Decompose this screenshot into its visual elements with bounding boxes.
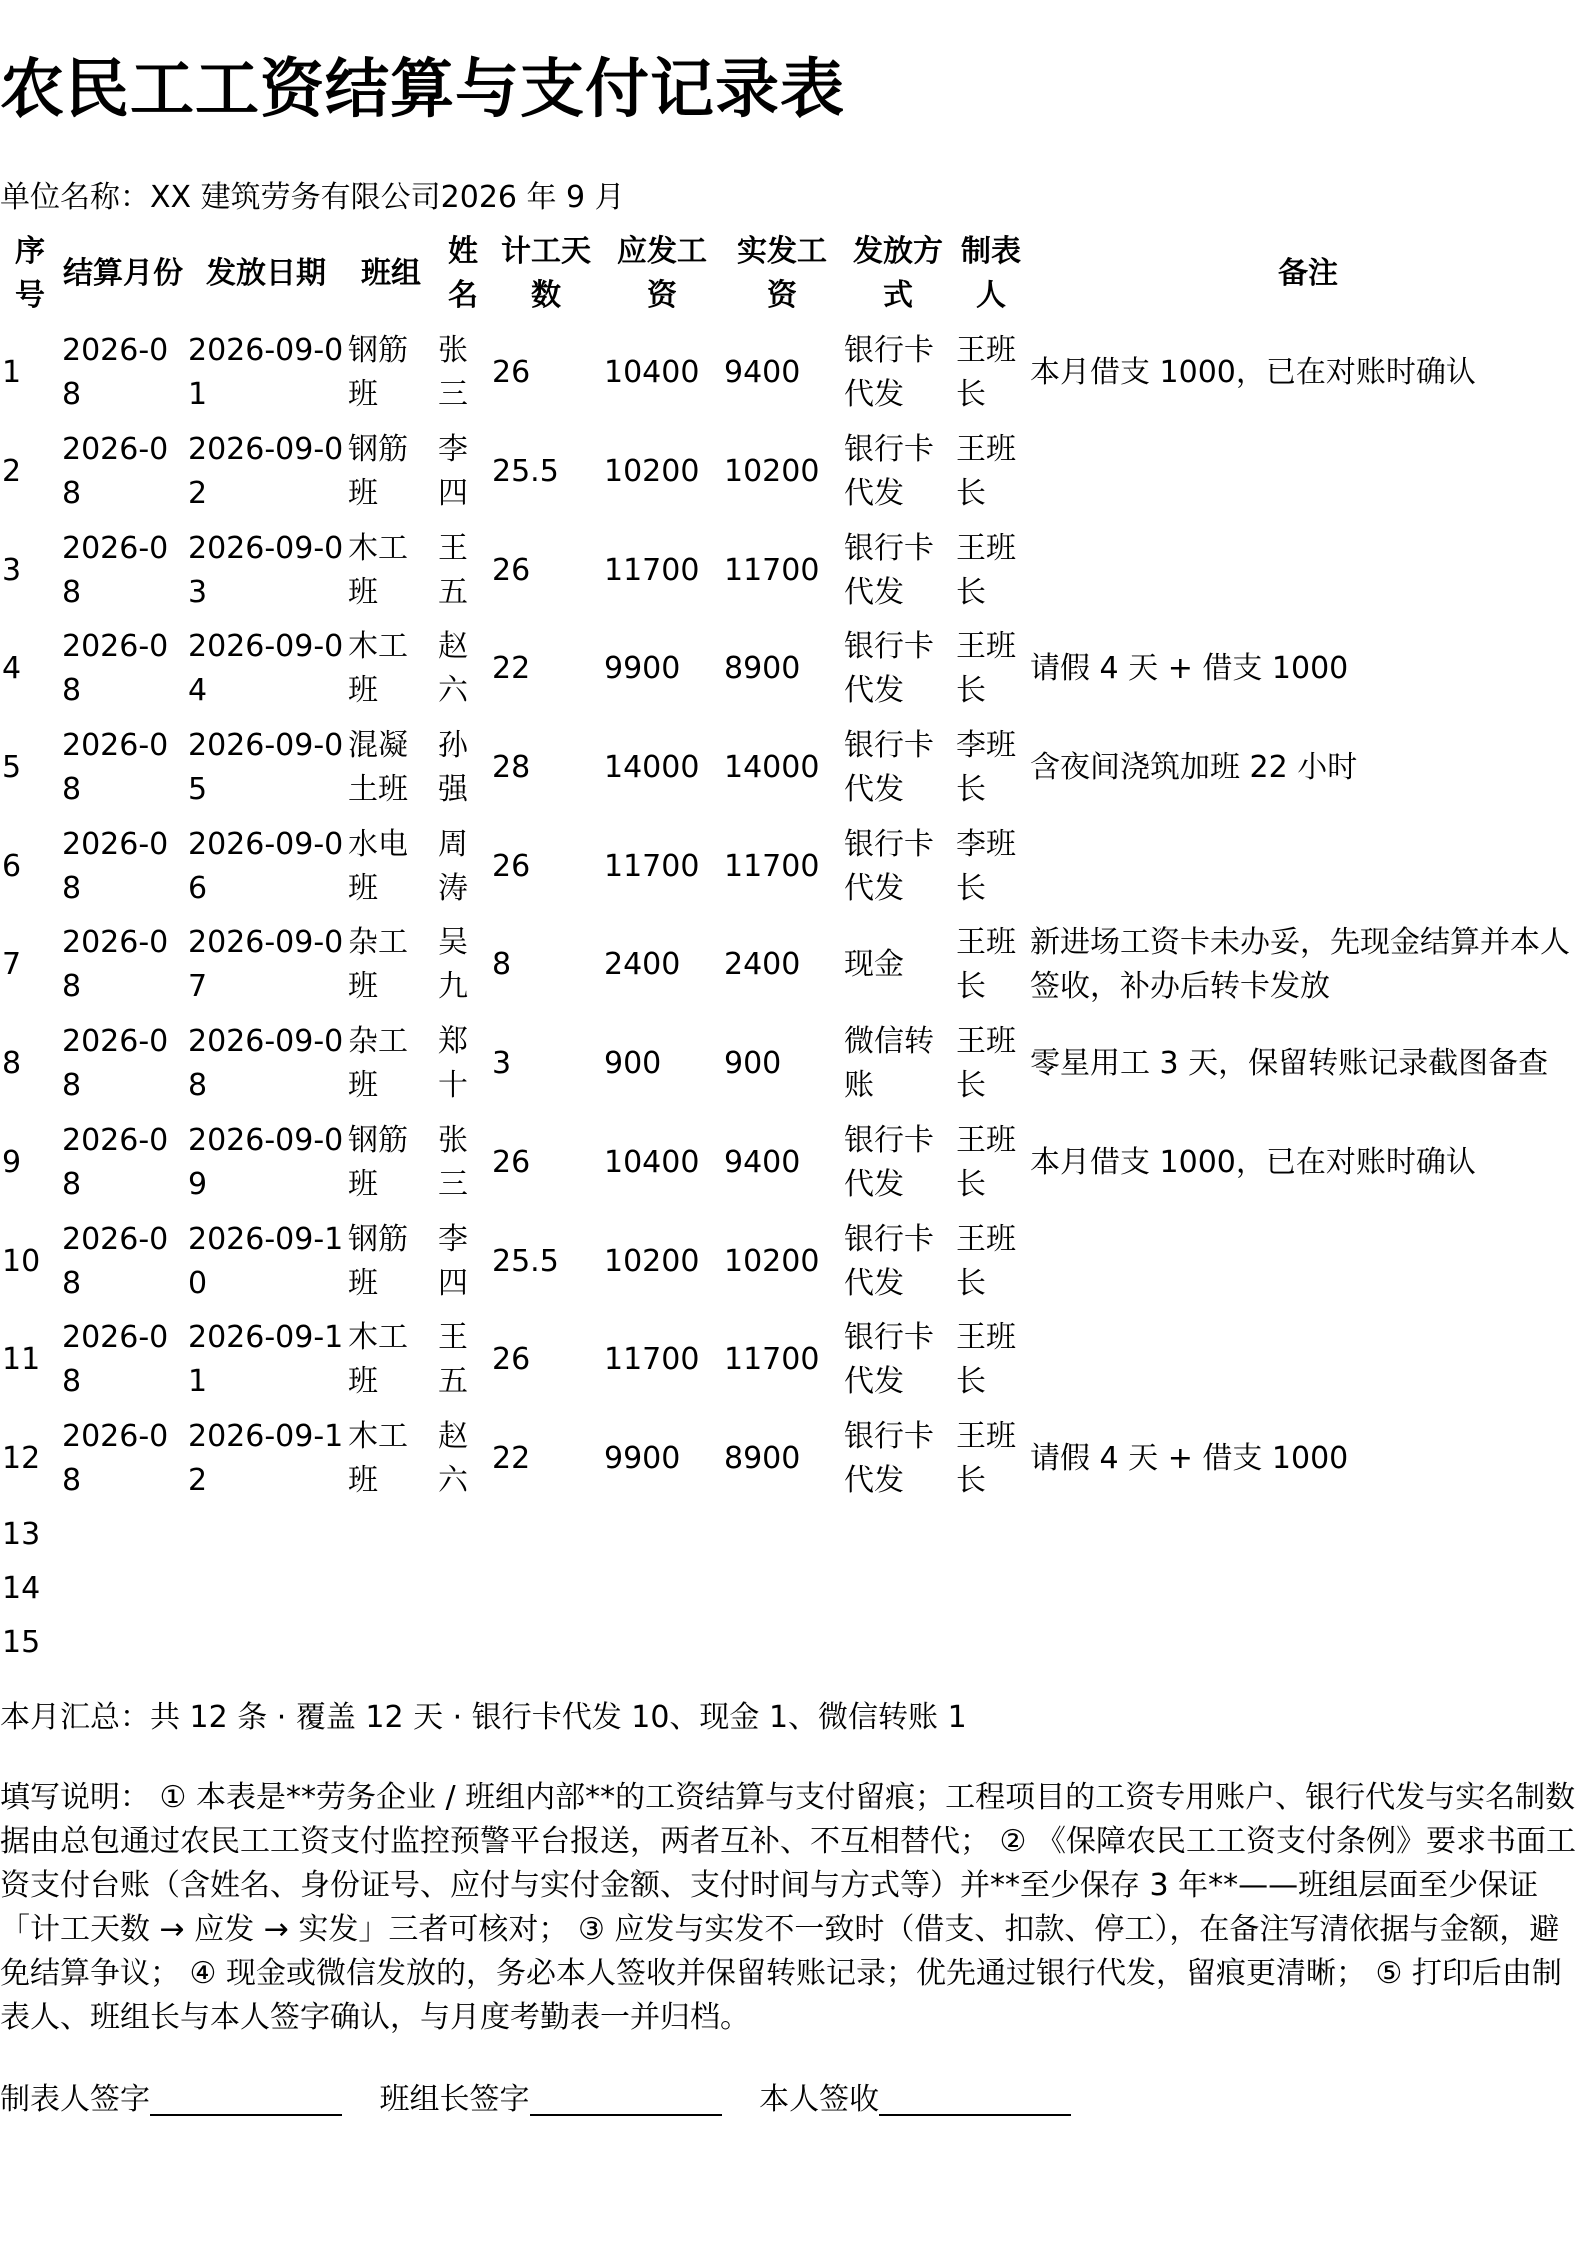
cell-gross-pay: 14000 (604, 750, 700, 786)
cell-remark[interactable] (1028, 1562, 1588, 1616)
cell-pay-date: 2026-09-10 (188, 1221, 344, 1301)
cell-remark: 本月借支 1000，已在对账时确认 (1030, 1144, 1476, 1180)
table-row-empty (0, 1562, 1588, 1616)
cell-settle-month[interactable] (60, 1508, 186, 1562)
cell-pay-method: 微信转账 (844, 1024, 934, 1104)
header-cell: 班组 (361, 256, 421, 291)
cell-team: 木工班 (348, 1320, 408, 1400)
cell-settle-month: 2026-08 (62, 728, 169, 808)
cell-work-days: 8 (492, 947, 512, 983)
header-cell: 实发工资 (737, 234, 827, 313)
cell-preparer[interactable] (954, 1508, 1028, 1562)
cell-seq: 5 (2, 750, 22, 786)
cell-name: 张三 (438, 333, 468, 413)
cell-pay-date: 2026-09-07 (188, 925, 344, 1005)
cell-gross-pay: 11700 (604, 1342, 700, 1378)
cell-pay-method[interactable] (842, 1508, 954, 1562)
cell-name: 周涛 (438, 826, 468, 906)
cell-name: 王五 (438, 1320, 468, 1400)
cell-net-pay[interactable] (722, 1616, 842, 1670)
cell-gross-pay: 9900 (604, 651, 681, 687)
cell-work-days: 22 (492, 1440, 531, 1476)
cell-name: 李四 (438, 432, 468, 512)
cell-work-days: 22 (492, 651, 531, 687)
cell-work-days: 26 (492, 552, 531, 588)
cell-preparer: 王班长 (956, 333, 1016, 413)
cell-work-days[interactable] (490, 1562, 602, 1616)
cell-preparer: 李班长 (956, 826, 1016, 906)
cell-gross-pay: 10200 (604, 1243, 700, 1279)
cell-preparer: 王班长 (956, 925, 1016, 1005)
cell-pay-method: 银行卡代发 (844, 728, 934, 808)
cell-work-days: 26 (492, 1342, 531, 1378)
cell-net-pay: 9400 (724, 1144, 801, 1180)
cell-preparer[interactable] (954, 1562, 1028, 1616)
cell-gross-pay: 9900 (604, 1440, 681, 1476)
cell-pay-date: 2026-09-04 (188, 629, 344, 709)
cell-settle-month: 2026-08 (62, 925, 169, 1005)
cell-seq: 10 (2, 1243, 41, 1279)
filling-instructions: 填写说明： ① 本表是**劳务企业 / 班组内部**的工资结算与支付留痕；工程项目的工资专用账户、银行代发与实名制数据由总包通过农民工工资支付监控预警平台报送，两者互补、不互相替代； ② 《保障农民工工资支付条例》要求书面工资支付台账（含姓名、身份证号、应付与实付金额、支付时间与方式等）并**至少保存 3 年**——班组层面至少保证「计工天数 → 应发 → 实发」三者可核对； ③ 应发与实发不一致时（借支、扣款、停工），在备注写清依据与金额，避免结算争议； ④ 现金或微信发放的，务必本人签收并保留转账记录；优先通过银行代发，留痕更清晰； ⑤ 打印后由制表人、班组长与本人签字确认，与月度考勤表一并归档。 (0, 1780, 1576, 2035)
cell-settle-month: 2026-08 (62, 1024, 169, 1104)
cell-remark (1028, 521, 1588, 620)
cell-settle-month[interactable] (60, 1616, 186, 1670)
cell-pay-method[interactable] (842, 1616, 954, 1670)
cell-settle-month: 2026-08 (62, 826, 169, 906)
header-cell: 发放方式 (853, 234, 943, 313)
cell-remark: 含夜间浇筑加班 22 小时 (1030, 750, 1358, 786)
preparer-signature-label: 制表人签字 (0, 2082, 150, 2117)
cell-gross-pay[interactable] (602, 1616, 722, 1670)
cell-pay-date: 2026-09-03 (188, 530, 344, 610)
table-row (0, 719, 1588, 818)
cell-pay-date: 2026-09-02 (188, 432, 344, 512)
cell-settle-month: 2026-08 (62, 1418, 169, 1498)
cell-team[interactable] (346, 1562, 436, 1616)
table-row (0, 916, 1588, 1015)
cell-pay-method: 银行卡代发 (844, 530, 934, 610)
cell-net-pay: 11700 (724, 552, 820, 588)
page-title: 农民工工资结算与支付记录表 (0, 53, 845, 127)
cell-name[interactable] (436, 1616, 490, 1670)
cell-seq: 13 (2, 1517, 41, 1553)
cell-name: 郑十 (438, 1024, 468, 1104)
cell-remark (1028, 1212, 1588, 1311)
cell-settle-month: 2026-08 (62, 1122, 169, 1202)
table-row (0, 1212, 1588, 1311)
cell-work-days: 26 (492, 1144, 531, 1180)
cell-team: 钢筋班 (348, 1221, 408, 1301)
table-row (0, 1311, 1588, 1410)
table-row (0, 1114, 1588, 1213)
cell-preparer: 王班长 (956, 530, 1016, 610)
cell-pay-date: 2026-09-06 (188, 826, 344, 906)
cell-net-pay: 9400 (724, 355, 801, 391)
recipient-signature (759, 2078, 1071, 2122)
cell-pay-date[interactable] (186, 1562, 346, 1616)
table-row (0, 521, 1588, 620)
cell-preparer: 王班长 (956, 1221, 1016, 1301)
header-cell: 制表人 (961, 234, 1021, 313)
cell-name: 王五 (438, 530, 468, 610)
cell-preparer: 王班长 (956, 629, 1016, 709)
cell-net-pay: 2400 (724, 947, 801, 983)
cell-net-pay: 900 (724, 1046, 782, 1082)
cell-net-pay: 14000 (724, 750, 820, 786)
cell-work-days: 3 (492, 1046, 512, 1082)
cell-pay-method: 银行卡代发 (844, 1418, 934, 1498)
cell-work-days: 25.5 (492, 454, 559, 490)
header-cell: 应发工资 (617, 234, 707, 313)
cell-gross-pay: 11700 (604, 848, 700, 884)
cell-preparer: 王班长 (956, 1418, 1016, 1498)
cell-team: 木工班 (348, 629, 408, 709)
cell-net-pay: 10200 (724, 1243, 820, 1279)
cell-net-pay: 8900 (724, 651, 801, 687)
header-cell: 序号 (15, 234, 45, 313)
cell-settle-month: 2026-08 (62, 1221, 169, 1301)
table-row (0, 1410, 1588, 1509)
cell-preparer: 王班长 (956, 432, 1016, 512)
cell-pay-date: 2026-09-12 (188, 1418, 344, 1498)
table-header-row (0, 224, 1588, 324)
cell-pay-date[interactable] (186, 1508, 346, 1562)
cell-remark: 零星用工 3 天，保留转账记录截图备查 (1030, 1046, 1549, 1082)
cell-pay-date: 2026-09-05 (188, 728, 344, 808)
cell-team: 木工班 (348, 1418, 408, 1498)
cell-pay-date[interactable] (186, 1616, 346, 1670)
cell-pay-method: 现金 (844, 947, 904, 983)
leader-signature-line[interactable] (530, 2080, 722, 2116)
cell-gross-pay: 10400 (604, 355, 700, 391)
header-cell: 计工天数 (501, 234, 591, 313)
cell-gross-pay[interactable] (602, 1562, 722, 1616)
cell-pay-method[interactable] (842, 1562, 954, 1616)
cell-remark: 请假 4 天 + 借支 1000 (1030, 651, 1349, 687)
cell-remark (1028, 423, 1588, 522)
cell-seq: 15 (2, 1625, 41, 1661)
cell-preparer[interactable] (954, 1616, 1028, 1670)
cell-pay-date: 2026-09-09 (188, 1122, 344, 1202)
cell-seq: 14 (2, 1571, 41, 1607)
cell-net-pay[interactable] (722, 1562, 842, 1616)
cell-settle-month: 2026-08 (62, 432, 169, 512)
cell-work-days: 26 (492, 848, 531, 884)
cell-settle-month: 2026-08 (62, 530, 169, 610)
cell-gross-pay: 10200 (604, 454, 700, 490)
cell-gross-pay: 11700 (604, 552, 700, 588)
cell-seq: 6 (2, 848, 22, 884)
cell-name: 李四 (438, 1221, 468, 1301)
cell-team: 木工班 (348, 530, 408, 610)
cell-seq: 1 (2, 355, 22, 391)
cell-team: 杂工班 (348, 1024, 408, 1104)
cell-preparer: 王班长 (956, 1024, 1016, 1104)
cell-gross-pay: 10400 (604, 1144, 700, 1180)
cell-gross-pay[interactable] (602, 1508, 722, 1562)
cell-name: 吴九 (438, 925, 468, 1005)
cell-team: 钢筋班 (348, 333, 408, 413)
table-row (0, 620, 1588, 719)
cell-net-pay: 10200 (724, 454, 820, 490)
cell-team: 杂工班 (348, 925, 408, 1005)
cell-work-days: 28 (492, 750, 531, 786)
header-cell: 姓名 (448, 234, 478, 313)
cell-work-days[interactable] (490, 1616, 602, 1670)
table-row-empty (0, 1508, 1588, 1562)
cell-name[interactable] (436, 1562, 490, 1616)
header-cell: 备注 (1278, 256, 1338, 291)
cell-net-pay: 11700 (724, 848, 820, 884)
cell-name[interactable] (436, 1508, 490, 1562)
cell-team: 混凝土班 (348, 728, 408, 808)
cell-remark[interactable] (1028, 1508, 1588, 1562)
cell-name: 张三 (438, 1122, 468, 1202)
recipient-signature-line[interactable] (879, 2080, 1071, 2116)
cell-pay-method: 银行卡代发 (844, 432, 934, 512)
wage-table (0, 224, 1588, 1670)
table-row (0, 324, 1588, 423)
recipient-signature-label: 本人签收 (759, 2082, 880, 2117)
table-row-empty (0, 1616, 1588, 1670)
cell-seq: 9 (2, 1144, 22, 1180)
leader-signature-label: 班组长签字 (379, 2082, 530, 2117)
cell-settle-month: 2026-08 (62, 1320, 169, 1400)
cell-team: 钢筋班 (348, 432, 408, 512)
cell-pay-method: 银行卡代发 (844, 826, 934, 906)
cell-settle-month[interactable] (60, 1562, 186, 1616)
table-body (0, 324, 1588, 1670)
cell-team: 水电班 (348, 826, 408, 906)
cell-work-days: 26 (492, 355, 531, 391)
cell-team[interactable] (346, 1616, 436, 1670)
cell-seq: 12 (2, 1440, 41, 1476)
table-row (0, 817, 1588, 916)
cell-settle-month: 2026-08 (62, 333, 169, 413)
cell-pay-method: 银行卡代发 (844, 333, 934, 413)
cell-work-days[interactable] (490, 1508, 602, 1562)
header-cell: 结算月份 (63, 256, 183, 291)
leader-signature (380, 2078, 722, 2122)
cell-gross-pay: 2400 (604, 947, 681, 983)
monthly-summary: 本月汇总：共 12 条 · 覆盖 12 天 · 银行卡代发 10、现金 1、微信转账 1 (0, 1700, 967, 1735)
cell-work-days: 25.5 (492, 1243, 559, 1279)
cell-seq: 7 (2, 947, 22, 983)
cell-pay-method: 银行卡代发 (844, 1221, 934, 1301)
header-cell: 发放日期 (206, 256, 326, 291)
cell-seq: 11 (2, 1342, 41, 1378)
cell-remark (1028, 1311, 1588, 1410)
signature-area (0, 2078, 1099, 2122)
table-row (0, 1015, 1588, 1114)
cell-pay-date: 2026-09-01 (188, 333, 344, 413)
cell-pay-date: 2026-09-11 (188, 1320, 344, 1400)
cell-seq: 8 (2, 1046, 22, 1082)
cell-team[interactable] (346, 1508, 436, 1562)
cell-pay-method: 银行卡代发 (844, 629, 934, 709)
cell-remark: 本月借支 1000，已在对账时确认 (1030, 355, 1476, 391)
cell-name: 赵六 (438, 1418, 468, 1498)
cell-net-pay[interactable] (722, 1508, 842, 1562)
cell-settle-month: 2026-08 (62, 629, 169, 709)
cell-seq: 4 (2, 651, 22, 687)
cell-team: 钢筋班 (348, 1122, 408, 1202)
cell-gross-pay: 900 (604, 1046, 662, 1082)
table-row (0, 423, 1588, 522)
cell-name: 孙强 (438, 728, 468, 808)
cell-seq: 3 (2, 552, 22, 588)
cell-remark[interactable] (1028, 1616, 1588, 1670)
cell-remark: 新进场工资卡未办妥，先现金结算并本人签收，补办后转卡发放 (1030, 925, 1570, 1005)
cell-pay-date: 2026-09-08 (188, 1024, 344, 1104)
cell-net-pay: 8900 (724, 1440, 801, 1476)
cell-pay-method: 银行卡代发 (844, 1122, 934, 1202)
cell-preparer: 李班长 (956, 728, 1016, 808)
cell-remark (1028, 817, 1588, 916)
cell-net-pay: 11700 (724, 1342, 820, 1378)
cell-name: 赵六 (438, 629, 468, 709)
cell-preparer: 王班长 (956, 1320, 1016, 1400)
unit-line: 单位名称：XX 建筑劳务有限公司2026 年 9 月 (0, 180, 625, 215)
cell-seq: 2 (2, 454, 22, 490)
cell-preparer: 王班长 (956, 1122, 1016, 1202)
cell-remark: 请假 4 天 + 借支 1000 (1030, 1440, 1349, 1476)
preparer-signature (0, 2078, 342, 2122)
preparer-signature-line[interactable] (150, 2080, 342, 2116)
cell-pay-method: 银行卡代发 (844, 1320, 934, 1400)
